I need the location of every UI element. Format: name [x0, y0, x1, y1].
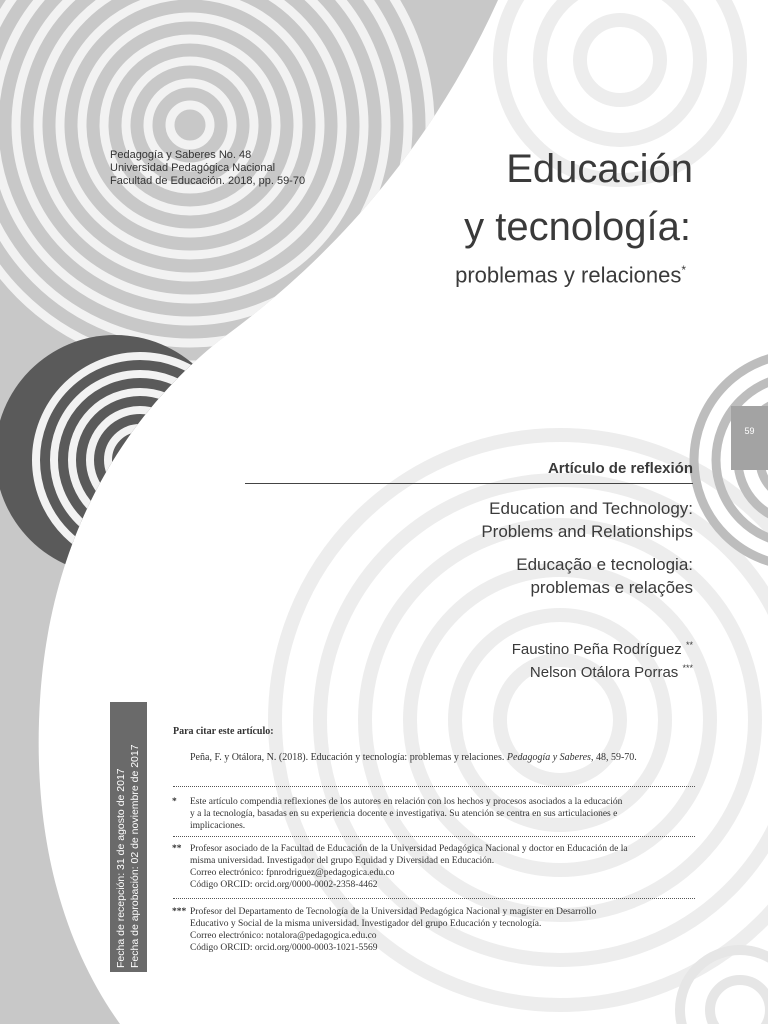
- footnote-line: Educativo y Social de la misma universidad. Investigador del grupo Educación y tecnología.: [190, 919, 542, 929]
- title-line-2: y tecnología:: [464, 205, 691, 249]
- footnote-orcid: Código ORCID: orcid.org/0000-0003-1021-5569: [190, 943, 378, 953]
- article-type: Artículo de reflexión: [547, 460, 693, 477]
- dates-sidebar: [110, 702, 147, 972]
- footnote-mark: *: [172, 797, 177, 807]
- divider-rule: [245, 483, 693, 484]
- footnote-line: misma universidad. Investigador del grupo Equidad y Diversidad en Educación.: [190, 856, 495, 866]
- citation-text: Peña, F. y Otálora, N. (2018). Educación y tecnología: problemas y relaciones.: [190, 752, 505, 763]
- footnote-3: [172, 906, 694, 954]
- portuguese-title-line-2: problemas e relações: [530, 578, 693, 597]
- footnote-line: Profesor del Departamento de Tecnología de la Universidad Pedagógica Nacional y magíster en Desarrollo: [190, 907, 597, 917]
- footnote-orcid: Código ORCID: orcid.org/0000-0002-2358-4462: [190, 880, 378, 890]
- footnote-mark: **: [172, 844, 182, 854]
- subtitle-text: problemas y relaciones: [455, 262, 682, 288]
- footnote-line: Este artículo compendia reflexiones de los autores en relación con los hechos y procesos asociados a la educación: [190, 797, 623, 807]
- portuguese-title-line-1: Educação e tecnologia:: [516, 555, 693, 574]
- footnote-2: [172, 843, 694, 891]
- footnote-line: implicaciones.: [190, 821, 246, 831]
- dotted-separator: [173, 786, 695, 787]
- publication-info: [110, 149, 305, 188]
- citation-heading: Para citar este artículo:: [173, 726, 274, 737]
- author-footnote-mark: **: [685, 640, 693, 650]
- dates-vertical-text: [114, 744, 142, 968]
- subtitle: [455, 255, 686, 290]
- journal-issue: Pedagogía y Saberes No. 48: [110, 149, 252, 161]
- title-line-1: Educación: [506, 147, 693, 191]
- citation-journal: Pedagogía y Saberes: [506, 752, 591, 763]
- university: Universidad Pedagógica Nacional: [110, 162, 276, 174]
- portuguese-title: [516, 553, 693, 599]
- author-name: Nelson Otálora Porras: [529, 664, 679, 681]
- dotted-separator: [173, 898, 695, 899]
- author-2: [530, 663, 693, 681]
- footnote-email: Correo electrónico: notalora@pedagogica.edu.co: [190, 931, 377, 941]
- reception-date: Fecha de recepción: 31 de agosto de 2017: [115, 768, 127, 968]
- approval-date: Fecha de aprobación: 02 de noviembre de 2017: [129, 744, 141, 968]
- author-footnote-mark: ***: [682, 663, 693, 673]
- dotted-separator: [173, 836, 695, 837]
- citation: [190, 752, 637, 763]
- footnote-line: Profesor asociado de la Facultad de Educación de la Universidad Pedagógica Nacional y doctor en Educación de la: [190, 844, 628, 854]
- footnote-mark: ***: [172, 907, 187, 917]
- english-title-line-1: Education and Technology:: [489, 499, 693, 518]
- page-number-tab: 59: [731, 406, 768, 470]
- english-title: [481, 497, 693, 543]
- english-title-line-2: Problems and Relationships: [481, 522, 693, 541]
- author-1: [512, 640, 693, 658]
- subtitle-footnote-mark: *: [681, 263, 686, 277]
- faculty-pages: Facultad de Educación. 2018, pp. 59-70: [110, 175, 306, 187]
- citation-rest: , 48, 59-70.: [590, 752, 637, 763]
- footnote-email: Correo electrónico: fpnrodriguez@pedagogica.edu.co: [190, 868, 395, 878]
- author-name: Faustino Peña Rodríguez: [511, 641, 682, 658]
- footnote-line: y a la tecnología, basadas en su experiencia docente e investigativa. Su atención se centra en sus articulaciones e: [190, 809, 618, 819]
- footnote-1: [172, 796, 694, 832]
